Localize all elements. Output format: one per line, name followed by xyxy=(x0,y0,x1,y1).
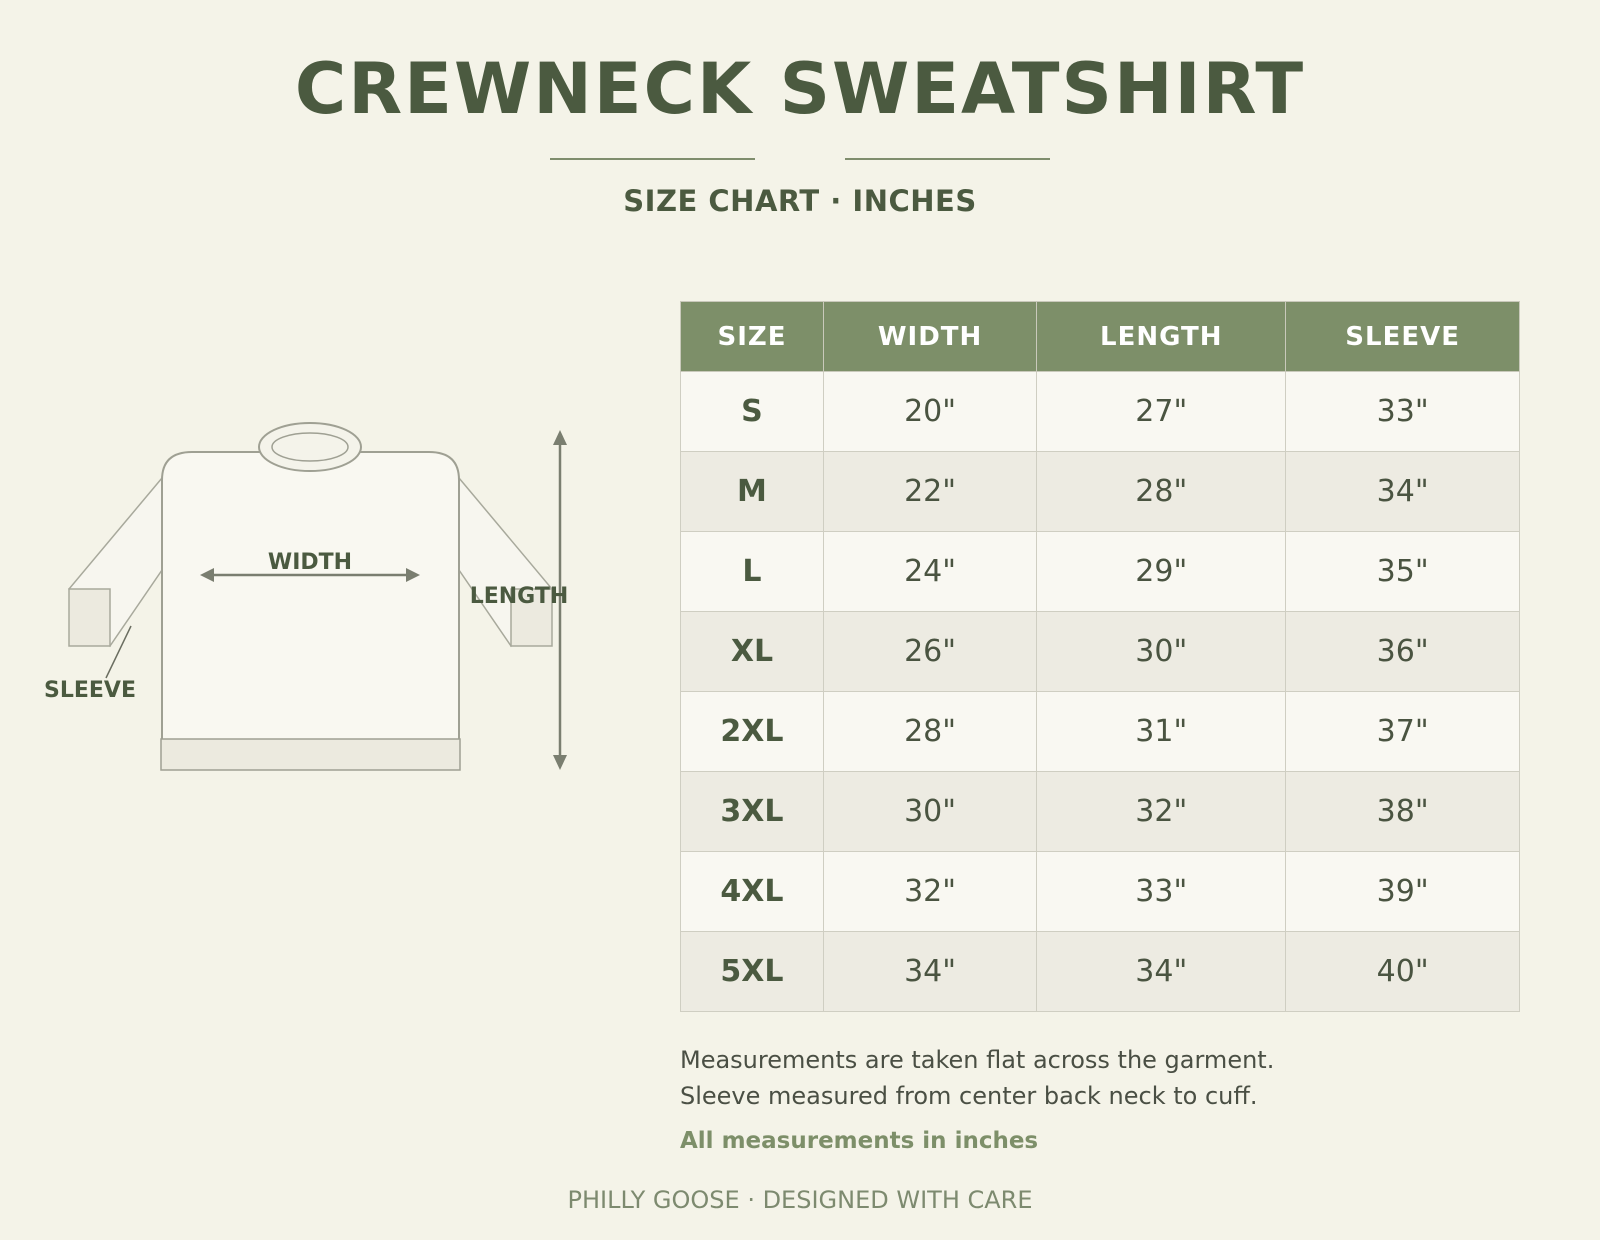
length-cell: 30" xyxy=(1037,612,1286,692)
sweatshirt-body xyxy=(162,452,459,740)
length-arrow-top-head xyxy=(553,430,567,445)
table-row xyxy=(681,772,1520,852)
length-cell: 34" xyxy=(1037,932,1286,1012)
width-cell: 20" xyxy=(823,372,1036,452)
width-cell: 34" xyxy=(823,932,1036,1012)
title-divider-right xyxy=(845,158,1050,160)
length-cell: 31" xyxy=(1037,692,1286,772)
width-cell: 30" xyxy=(823,772,1036,852)
units-note: All measurements in inches xyxy=(680,1128,1039,1154)
sweatshirt-hem xyxy=(161,739,460,770)
size-cell: 4XL xyxy=(681,852,824,932)
left-cuff xyxy=(69,589,110,646)
size-cell: L xyxy=(681,532,824,612)
sleeve-cell: 35" xyxy=(1286,532,1520,612)
width-cell: 32" xyxy=(823,852,1036,932)
table-row xyxy=(681,452,1520,532)
length-label: LENGTH xyxy=(469,584,569,609)
title-divider-left xyxy=(550,158,755,160)
table-row xyxy=(681,692,1520,772)
length-cell: 28" xyxy=(1037,452,1286,532)
sleeve-cell: 38" xyxy=(1286,772,1520,852)
table-row xyxy=(681,852,1520,932)
size-cell: S xyxy=(681,372,824,452)
size-cell: M xyxy=(681,452,824,532)
width-cell: 26" xyxy=(823,612,1036,692)
sleeve-label: SLEEVE xyxy=(44,678,136,703)
size-cell: 2XL xyxy=(681,692,824,772)
size-cell: 5XL xyxy=(681,932,824,1012)
table-header-row xyxy=(681,302,1520,372)
width-cell: 22" xyxy=(823,452,1036,532)
header-sleeve: SLEEVE xyxy=(1286,302,1520,372)
length-cell: 32" xyxy=(1037,772,1286,852)
table-row xyxy=(681,612,1520,692)
width-label: WIDTH xyxy=(267,550,353,575)
size-cell: XL xyxy=(681,612,824,692)
header-length: LENGTH xyxy=(1037,302,1286,372)
length-cell: 33" xyxy=(1037,852,1286,932)
brand-footer: PHILLY GOOSE · DESIGNED WITH CARE xyxy=(567,1186,1033,1214)
sleeve-cell: 36" xyxy=(1286,612,1520,692)
sleeve-cell: 34" xyxy=(1286,452,1520,532)
length-cell: 27" xyxy=(1037,372,1286,452)
sweatshirt-diagram xyxy=(0,400,640,800)
header-size: SIZE xyxy=(681,302,824,372)
table-row xyxy=(681,532,1520,612)
page-title: CREWNECK SWEATSHIRT xyxy=(294,48,1306,130)
table-row xyxy=(681,372,1520,452)
page-subtitle: SIZE CHART · INCHES xyxy=(623,184,977,218)
header-width: WIDTH xyxy=(823,302,1036,372)
size-cell: 3XL xyxy=(681,772,824,852)
sleeve-cell: 37" xyxy=(1286,692,1520,772)
sleeve-cell: 33" xyxy=(1286,372,1520,452)
measurement-note-flat: Measurements are taken flat across the garment. xyxy=(680,1046,1275,1074)
sleeve-cell: 40" xyxy=(1286,932,1520,1012)
collar-outer xyxy=(259,423,361,471)
length-arrow-bottom-head xyxy=(553,755,567,770)
table-row xyxy=(681,932,1520,1012)
size-table xyxy=(680,301,1520,1012)
measurement-note-sleeve: Sleeve measured from center back neck to cuff. xyxy=(680,1082,1258,1110)
length-cell: 29" xyxy=(1037,532,1286,612)
width-cell: 24" xyxy=(823,532,1036,612)
width-cell: 28" xyxy=(823,692,1036,772)
sleeve-cell: 39" xyxy=(1286,852,1520,932)
